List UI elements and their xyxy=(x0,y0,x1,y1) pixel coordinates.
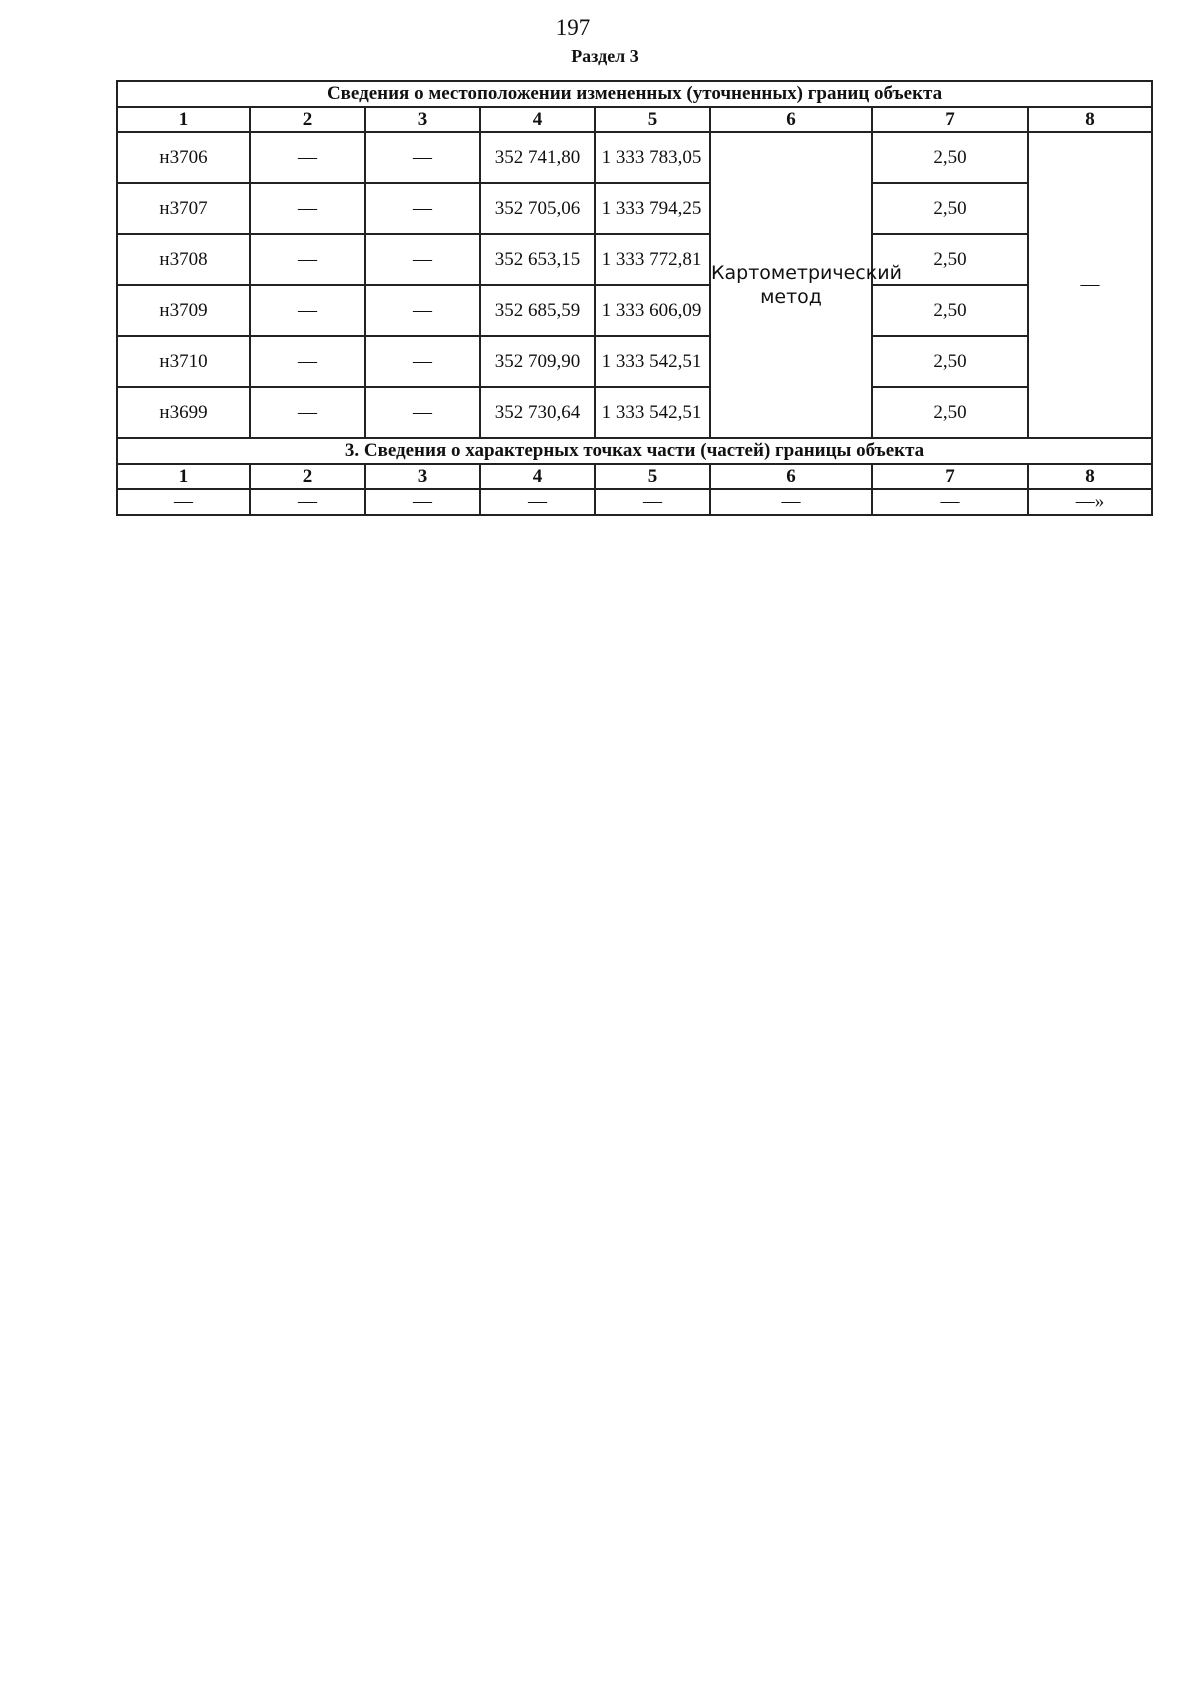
table2-header-row xyxy=(117,464,1152,489)
cell-col3: — xyxy=(365,234,480,285)
point-id: н3709 xyxy=(117,285,250,336)
coord-y: 1 333 542,51 xyxy=(595,336,710,387)
point-id: н3707 xyxy=(117,183,250,234)
method-cell: Картометрический метод xyxy=(710,132,872,438)
coord-x: 352 685,59 xyxy=(480,285,595,336)
cell-col2: — xyxy=(250,285,365,336)
table-row xyxy=(117,234,1152,285)
column-number: 4 xyxy=(480,464,595,489)
column-number: 5 xyxy=(595,107,710,132)
column-number: 4 xyxy=(480,107,595,132)
point-id: н3699 xyxy=(117,387,250,438)
coord-y: 1 333 783,05 xyxy=(595,132,710,183)
point-id: н3710 xyxy=(117,336,250,387)
column-number: 7 xyxy=(872,107,1028,132)
column-number: 2 xyxy=(250,464,365,489)
table2-caption-row xyxy=(117,438,1152,464)
table-row xyxy=(117,336,1152,387)
cell-col2: — xyxy=(250,132,365,183)
section-title: Раздел 3 xyxy=(571,46,639,66)
table2-cell: — xyxy=(250,489,365,515)
cell-col2: — xyxy=(250,387,365,438)
cell-col3: — xyxy=(365,336,480,387)
accuracy-value: 2,50 xyxy=(872,132,1028,183)
column-number: 3 xyxy=(365,464,480,489)
accuracy-value: 2,50 xyxy=(872,285,1028,336)
point-id: н3708 xyxy=(117,234,250,285)
coord-x: 352 705,06 xyxy=(480,183,595,234)
column-number: 1 xyxy=(117,107,250,132)
cell-col3: — xyxy=(365,132,480,183)
coord-y: 1 333 606,09 xyxy=(595,285,710,336)
table2-cell: — xyxy=(872,489,1028,515)
cell-col3: — xyxy=(365,183,480,234)
table2-cell: — xyxy=(365,489,480,515)
table1-header-row xyxy=(117,107,1152,132)
coord-y: 1 333 772,81 xyxy=(595,234,710,285)
column-number: 3 xyxy=(365,107,480,132)
table2-cell: — xyxy=(710,489,872,515)
table1-caption: Сведения о местоположении измененных (уточненных) границ объекта xyxy=(117,81,1152,107)
accuracy-value: 2,50 xyxy=(872,234,1028,285)
accuracy-value: 2,50 xyxy=(872,183,1028,234)
column-number: 8 xyxy=(1028,107,1152,132)
column-number: 1 xyxy=(117,464,250,489)
cell-col2: — xyxy=(250,336,365,387)
table-row xyxy=(117,285,1152,336)
table2-cell: — xyxy=(595,489,710,515)
coord-y: 1 333 542,51 xyxy=(595,387,710,438)
table2-cell: —» xyxy=(1028,489,1152,515)
column-number: 6 xyxy=(710,107,872,132)
point-id: н3706 xyxy=(117,132,250,183)
table-row xyxy=(117,387,1152,438)
table2-cell: — xyxy=(480,489,595,515)
table-row xyxy=(117,489,1152,515)
boundary-table xyxy=(116,80,1153,516)
table2-caption: 3. Сведения о характерных точках части (частей) границы объекта xyxy=(117,438,1152,464)
coord-y: 1 333 794,25 xyxy=(595,183,710,234)
coord-x: 352 709,90 xyxy=(480,336,595,387)
coord-x: 352 730,64 xyxy=(480,387,595,438)
table1-caption-row xyxy=(117,81,1152,107)
coord-x: 352 653,15 xyxy=(480,234,595,285)
col8-merged-cell: — xyxy=(1028,132,1152,438)
column-number: 2 xyxy=(250,107,365,132)
cell-col2: — xyxy=(250,234,365,285)
column-number: 8 xyxy=(1028,464,1152,489)
cell-col2: — xyxy=(250,183,365,234)
table-row xyxy=(117,183,1152,234)
table2-cell: — xyxy=(117,489,250,515)
table-row xyxy=(117,132,1152,183)
accuracy-value: 2,50 xyxy=(872,336,1028,387)
accuracy-value: 2,50 xyxy=(872,387,1028,438)
page-number: 197 xyxy=(555,15,591,40)
cell-col3: — xyxy=(365,285,480,336)
coord-x: 352 741,80 xyxy=(480,132,595,183)
cell-col3: — xyxy=(365,387,480,438)
column-number: 6 xyxy=(710,464,872,489)
column-number: 5 xyxy=(595,464,710,489)
column-number: 7 xyxy=(872,464,1028,489)
